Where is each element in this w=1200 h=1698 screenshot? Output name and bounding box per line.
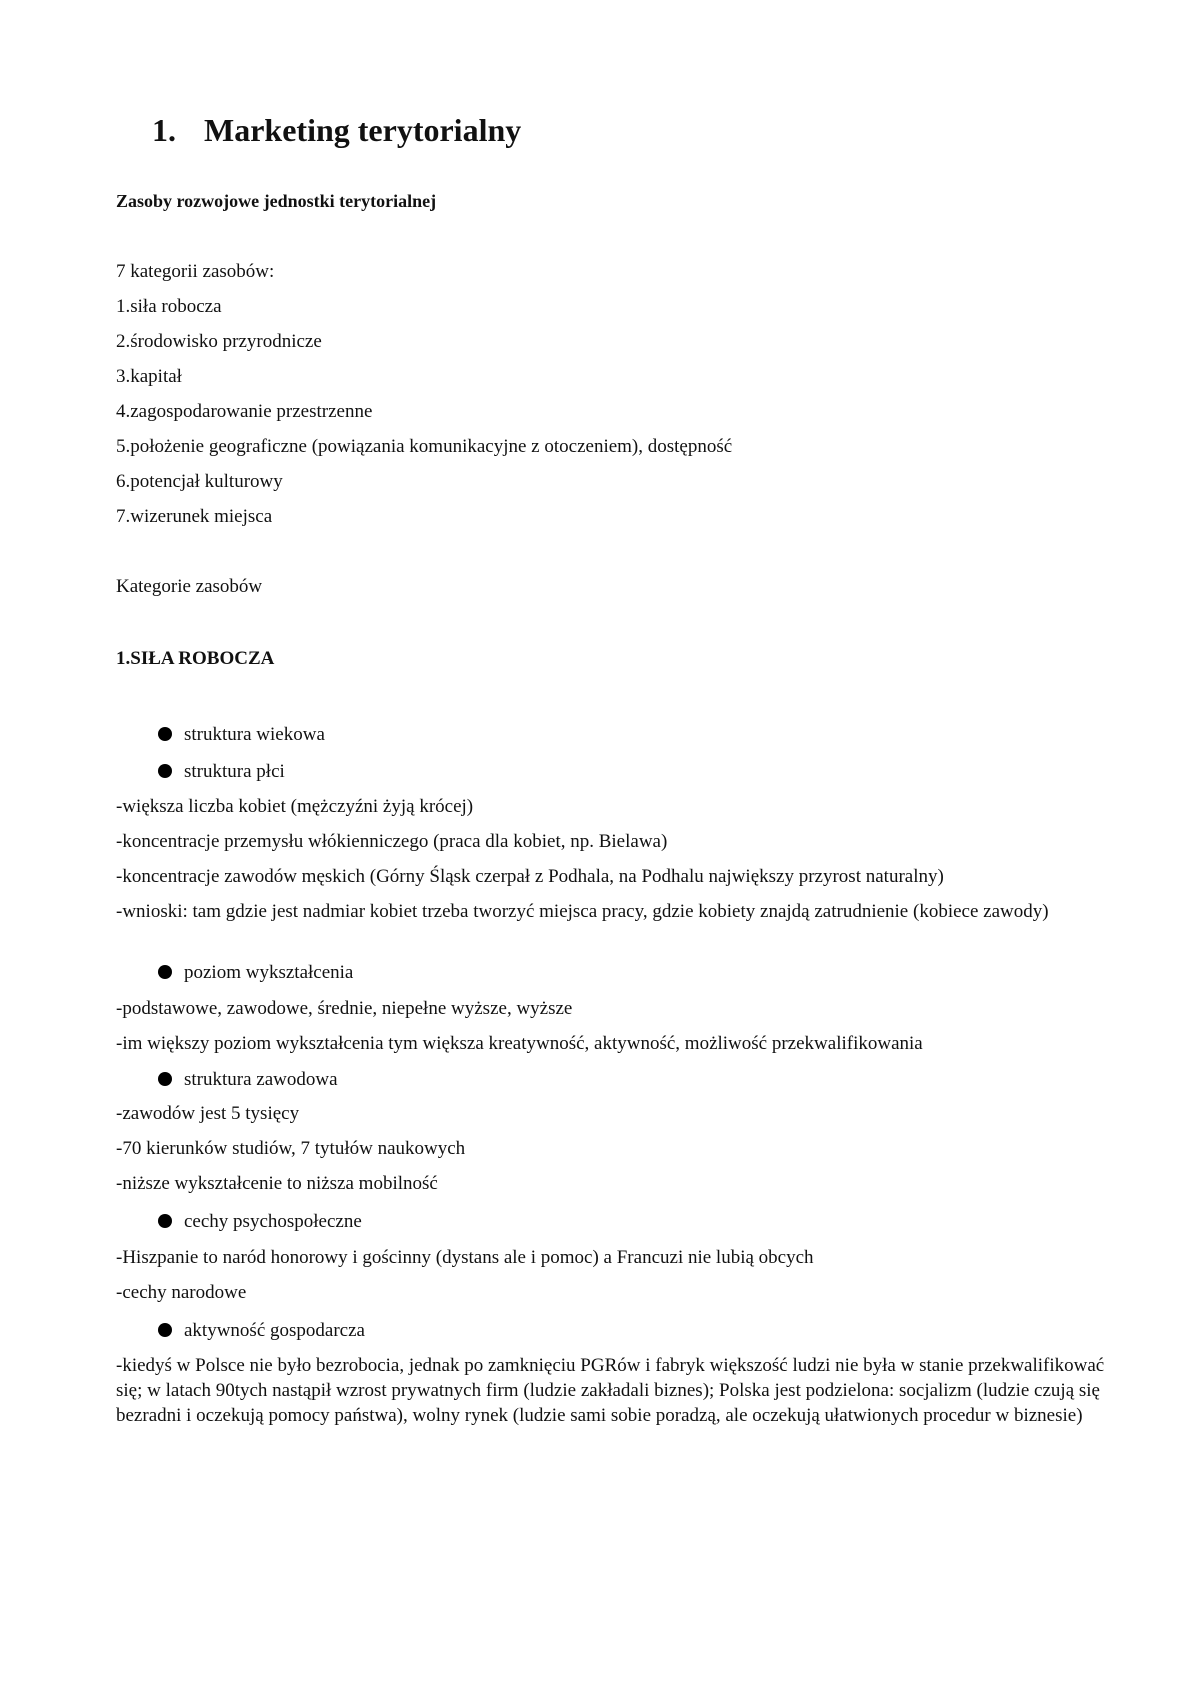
- note-paragraph: -kiedyś w Polsce nie było bezrobocia, jednak po zamknięciu PGRów i fabryk większość ludzi nie była w stanie przekwalifikować się; w latach 90tych nastąpił wzrost prywatnych firm (ludzie zakładali biznes); Polska jest podzielona: socjalizm (ludzie czują się bezradni i oczekują pomocy państwa), wolny rynek (ludzie sami sobie poradzą, ale oczekują ułatwionych procedur w biznesie): [116, 1355, 1105, 1426]
- note-line: -cechy narodowe: [116, 1282, 247, 1303]
- note-line: -Hiszpanie to naród honorowy i gościnny (dystans ale i pomoc) a Francuzi nie lubią obcych: [116, 1247, 814, 1268]
- note-line: -niższe wykształcenie to niższa mobilność: [116, 1173, 438, 1194]
- categories-label: Kategorie zasobów: [116, 576, 263, 597]
- subheading: Zasoby rozwojowe jednostki terytorialnej: [116, 191, 437, 211]
- category-item: 6.potencjał kulturowy: [116, 471, 283, 492]
- bullet-icon: [158, 965, 172, 979]
- note-line: -podstawowe, zawodowe, średnie, niepełne wyższe, wyższe: [116, 998, 573, 1019]
- page-title: [152, 112, 521, 149]
- bullet-item: aktywność gospodarcza: [158, 1318, 365, 1344]
- heading-title: Marketing terytorialny: [204, 112, 522, 148]
- bullet-item: struktura płci: [158, 759, 285, 785]
- note-line: -70 kierunków studiów, 7 tytułów naukowych: [116, 1138, 466, 1159]
- bullet-item: cechy psychospołeczne: [158, 1209, 362, 1235]
- note-line: -zawodów jest 5 tysięcy: [116, 1103, 300, 1124]
- category-item: 3.kapitał: [116, 366, 182, 387]
- category-item: 2.środowisko przyrodnicze: [116, 331, 322, 352]
- bullet-icon: [158, 764, 172, 778]
- category-item: 5.położenie geograficzne (powiązania komunikacyjne z otoczeniem), dostępność: [116, 436, 733, 457]
- bullet-item: struktura wiekowa: [158, 722, 325, 748]
- note-line: -większa liczba kobiet (mężczyźni żyją krócej): [116, 796, 474, 817]
- bullet-item: poziom wykształcenia: [158, 960, 353, 986]
- note-line: -koncentracje przemysłu włókienniczego (praca dla kobiet, np. Bielawa): [116, 831, 668, 852]
- category-item: 4.zagospodarowanie przestrzenne: [116, 401, 373, 422]
- bullet-item: struktura zawodowa: [158, 1067, 338, 1093]
- section-title: 1.SIŁA ROBOCZA: [116, 648, 275, 669]
- bullet-icon: [158, 1323, 172, 1337]
- heading-number: 1.: [152, 112, 176, 148]
- bullet-icon: [158, 727, 172, 741]
- bullet-icon: [158, 1072, 172, 1086]
- bullet-icon: [158, 1214, 172, 1228]
- note-line: -wnioski: tam gdzie jest nadmiar kobiet trzeba tworzyć miejsca pracy, gdzie kobiety znajdą zatrudnienie (kobiece zawody): [116, 901, 1049, 922]
- note-line: -koncentracje zawodów męskich (Górny Śląsk czerpał z Podhala, na Podhalu największy przyrost naturalny): [116, 866, 944, 887]
- category-item: 1.siła robocza: [116, 296, 222, 317]
- intro-text: 7 kategorii zasobów:: [116, 261, 275, 282]
- category-item: 7.wizerunek miejsca: [116, 506, 273, 527]
- note-line: -im większy poziom wykształcenia tym większa kreatywność, aktywność, możliwość przekwalifikowania: [116, 1033, 923, 1054]
